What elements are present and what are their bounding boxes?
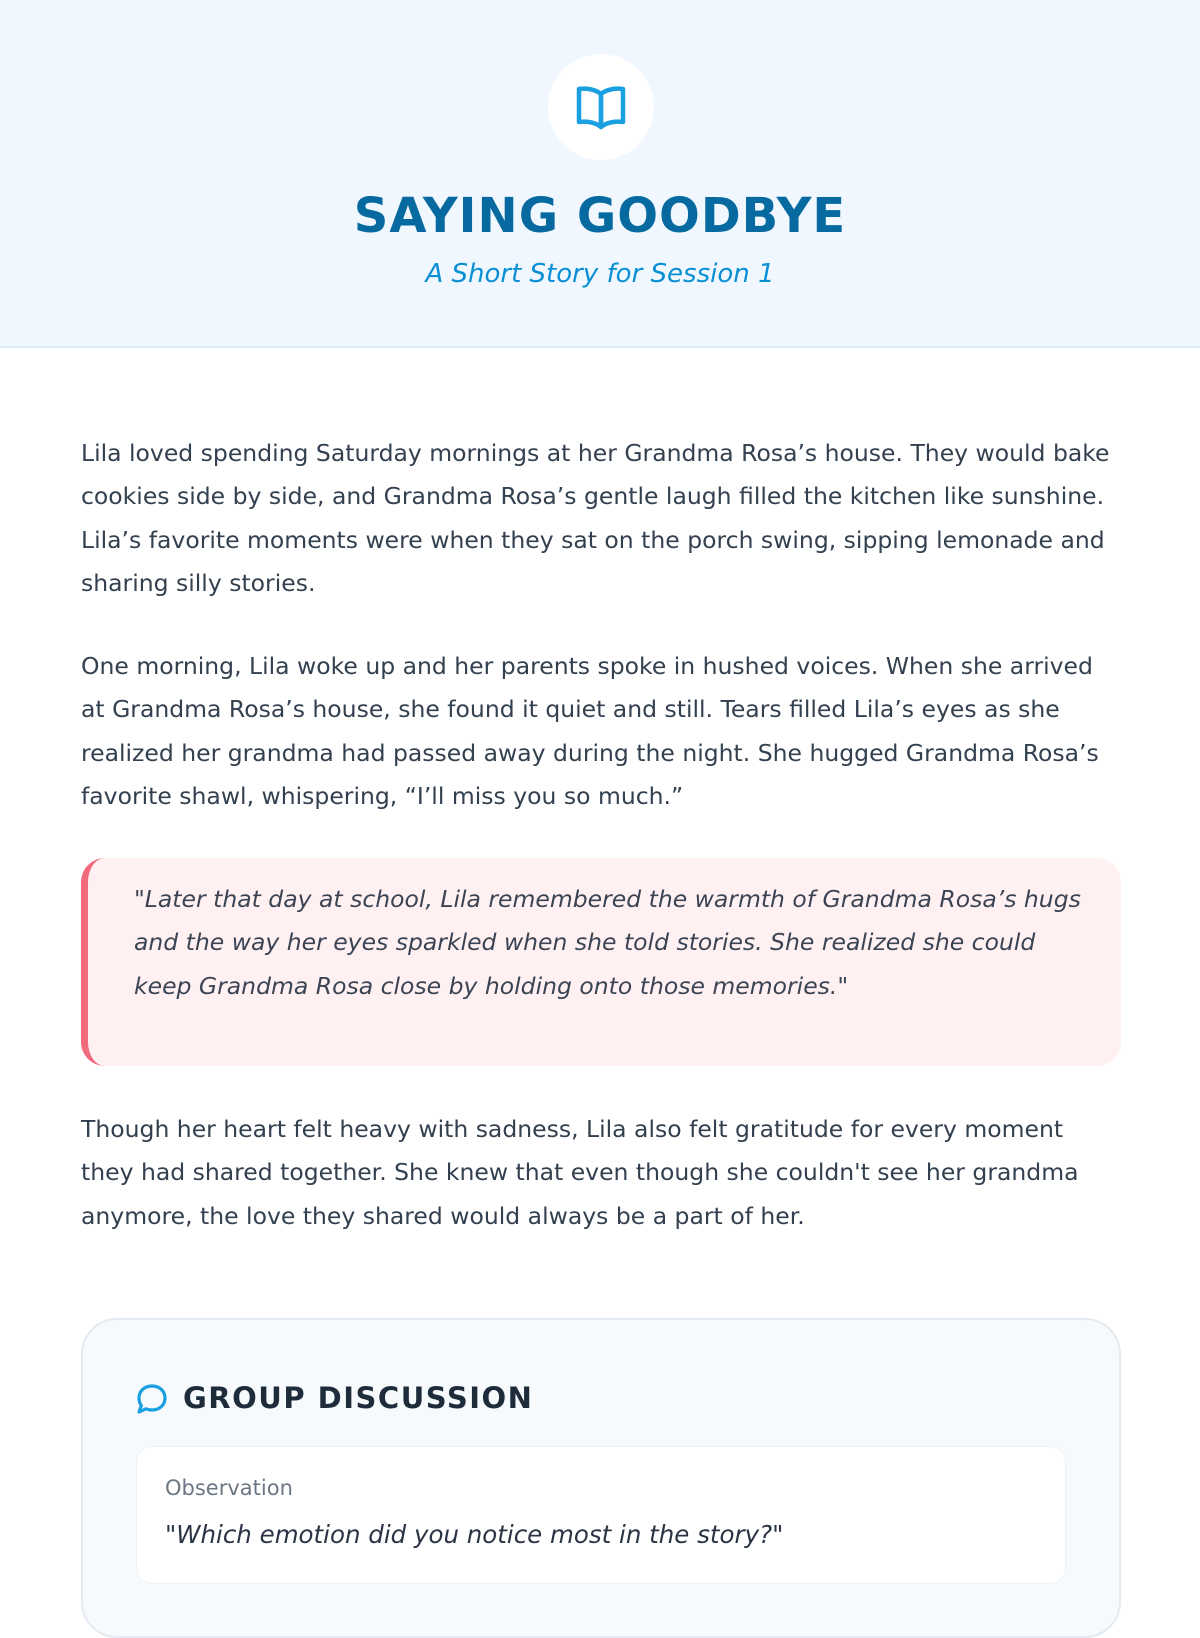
open-book-icon — [575, 84, 627, 130]
story-header — [0, 0, 1200, 348]
story-quote — [81, 858, 1121, 1066]
speech-bubble-icon — [135, 1382, 169, 1416]
discussion-card — [136, 1446, 1066, 1584]
card-question: "Which emotion did you notice most in the story?" — [165, 1520, 784, 1549]
group-discussion-panel — [81, 1318, 1121, 1638]
discussion-title: GROUP DISCUSSION — [183, 1381, 534, 1415]
icon-badge — [548, 54, 654, 160]
story-paragraph: Though her heart felt heavy with sadness, Lila also felt gratitude for every moment they had shared together. She knew that even though she couldn't see her grandma anymore, the love they shared would always be a part of her. — [81, 1115, 1079, 1230]
story-paragraph: One morning, Lila woke up and her parents spoke in hushed voices. When she arrived at Grandma Rosa’s house, she found it quiet and still. Tears filled Lila’s eyes as she realized her grandma had passed away during the night. She hugged Grandma Rosa’s favorite shawl, whispering, “I’ll miss you so much.” — [81, 652, 1099, 810]
card-label: Observation — [165, 1476, 293, 1500]
page-title: SAYING GOODBYE — [353, 188, 847, 244]
story-paragraph: Lila loved spending Saturday mornings at her Grandma Rosa’s house. They would bake cookies side by side, and Grandma Rosa’s gentle laugh filled the kitchen like sunshine. Lila’s favorite moments were when they sat on the porch swing, sipping lemonade and sharing silly stories. — [81, 439, 1110, 597]
quote-text: "Later that day at school, Lila remembered the warmth of Grandma Rosa’s hugs and the way her eyes sparkled when she told stories. She realized she could keep Grandma Rosa close by holding onto those memories." — [134, 885, 1081, 1000]
page-subtitle: A Short Story for Session 1 — [425, 259, 775, 289]
